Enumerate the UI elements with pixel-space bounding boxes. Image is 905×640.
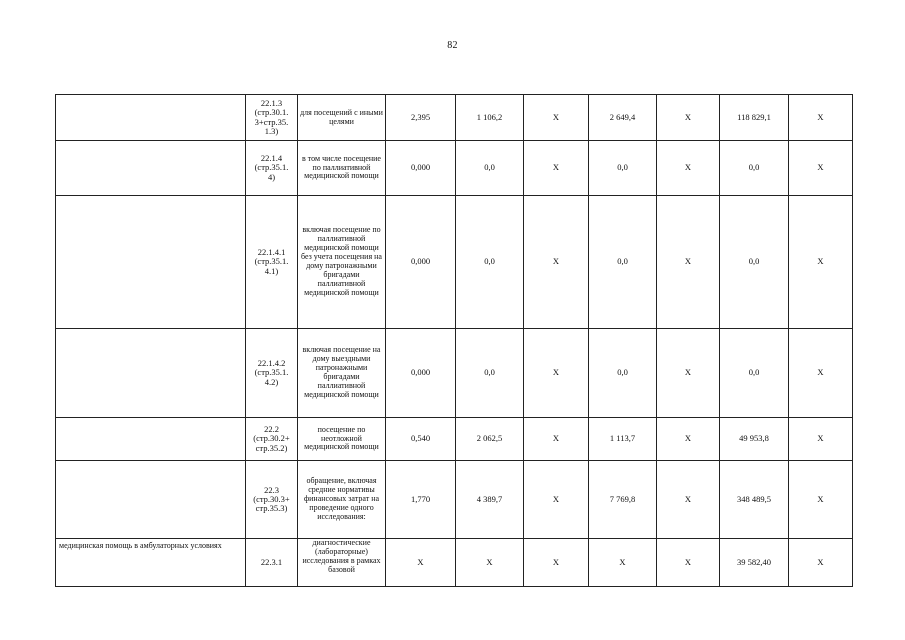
value-cell: X (524, 141, 589, 196)
value-cell: X (657, 418, 720, 461)
table-row (56, 141, 853, 196)
value-cell: X (789, 539, 853, 587)
value-cell: 0,0 (720, 196, 789, 329)
value-cell: X (524, 196, 589, 329)
value-cell: X (524, 418, 589, 461)
value-cell: X (789, 95, 853, 141)
value-cell: X (524, 461, 589, 539)
value-cell: 118 829,1 (720, 95, 789, 141)
value-cell: 0,000 (386, 329, 456, 418)
category-cell (56, 461, 246, 539)
value-cell: X (789, 329, 853, 418)
row-description: включая посещение на дому выездными патронажными бригадами паллиативной медицинской помощи (298, 329, 386, 418)
value-cell: X (789, 418, 853, 461)
value-cell: X (589, 539, 657, 587)
value-cell: X (789, 141, 853, 196)
category-cell (56, 141, 246, 196)
table-row (56, 539, 853, 587)
value-cell: 1,770 (386, 461, 456, 539)
financial-norms-table (55, 94, 853, 587)
value-cell: 49 953,8 (720, 418, 789, 461)
value-cell: 348 489,5 (720, 461, 789, 539)
value-cell: 0,0 (589, 141, 657, 196)
row-code: 22.1.4 (стр.35.1. 4) (246, 141, 298, 196)
value-cell: 4 389,7 (456, 461, 524, 539)
category-cell: медицинская помощь в амбулаторных условиях (56, 539, 246, 587)
value-cell: X (657, 461, 720, 539)
table-row (56, 418, 853, 461)
value-cell: X (657, 196, 720, 329)
value-cell: 0,0 (720, 141, 789, 196)
value-cell: 2,395 (386, 95, 456, 141)
value-cell: 2 062,5 (456, 418, 524, 461)
category-cell (56, 95, 246, 141)
value-cell: 0,540 (386, 418, 456, 461)
category-cell (56, 329, 246, 418)
row-description: обращение, включая средние нормативы финансовых затрат на проведение одного исследования: (298, 461, 386, 539)
category-cell (56, 418, 246, 461)
table-row (56, 196, 853, 329)
value-cell: X (657, 329, 720, 418)
value-cell: X (524, 329, 589, 418)
value-cell: X (657, 539, 720, 587)
page-number: 82 (447, 40, 458, 51)
value-cell: 39 582,40 (720, 539, 789, 587)
row-code: 22.3.1 (246, 539, 298, 587)
value-cell: 1 113,7 (589, 418, 657, 461)
value-cell: 2 649,4 (589, 95, 657, 141)
row-code: 22.1.4.1 (стр.35.1. 4.1) (246, 196, 298, 329)
value-cell: 0,0 (456, 329, 524, 418)
row-description: диагностические (лабораторные) исследования в рамках базовой (298, 539, 386, 587)
value-cell: 7 769,8 (589, 461, 657, 539)
row-description: в том числе посещение по паллиативной медицинской помощи (298, 141, 386, 196)
value-cell: 1 106,2 (456, 95, 524, 141)
value-cell: 0,0 (456, 141, 524, 196)
row-code: 22.1.3 (стр.30.1. 3+стр.35. 1.3) (246, 95, 298, 141)
value-cell: X (657, 141, 720, 196)
value-cell: X (657, 95, 720, 141)
value-cell: 0,0 (456, 196, 524, 329)
table-row (56, 95, 853, 141)
value-cell: X (789, 196, 853, 329)
category-cell (56, 196, 246, 329)
table-row (56, 329, 853, 418)
row-code: 22.3 (стр.30.3+ стр.35.3) (246, 461, 298, 539)
row-code: 22.2 (стр.30.2+ стр.35.2) (246, 418, 298, 461)
row-description: включая посещение по паллиативной медицинской помощи без учета посещения на дому патронажными бригадами паллиативной медицинской помощи (298, 196, 386, 329)
row-description: посещение по неотложной медицинской помощи (298, 418, 386, 461)
value-cell: 0,0 (589, 196, 657, 329)
value-cell: X (386, 539, 456, 587)
row-description: для посещений с иными целями (298, 95, 386, 141)
value-cell: 0,0 (589, 329, 657, 418)
value-cell: X (524, 95, 589, 141)
value-cell: 0,000 (386, 196, 456, 329)
table-row (56, 461, 853, 539)
value-cell: X (789, 461, 853, 539)
value-cell: X (456, 539, 524, 587)
value-cell: X (524, 539, 589, 587)
row-code: 22.1.4.2 (стр.35.1. 4.2) (246, 329, 298, 418)
value-cell: 0,000 (386, 141, 456, 196)
value-cell: 0,0 (720, 329, 789, 418)
